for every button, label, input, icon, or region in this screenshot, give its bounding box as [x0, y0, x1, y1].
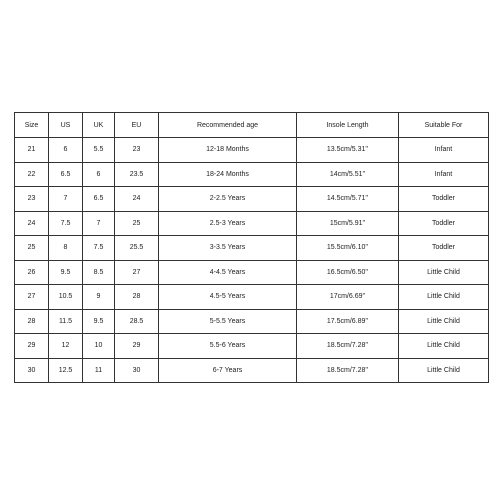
size-cell: 24 [15, 211, 49, 236]
us-cell: 7 [49, 187, 83, 212]
insole-length-cell: 18.5cm/7.28'' [297, 358, 399, 383]
header-us: US [49, 113, 83, 138]
us-cell: 9.5 [49, 260, 83, 285]
insole-length-cell: 15.5cm/6.10'' [297, 236, 399, 261]
suitable-for-cell: Little Child [399, 358, 489, 383]
suitable-for-cell: Little Child [399, 285, 489, 310]
us-cell: 10.5 [49, 285, 83, 310]
recommended-age-cell: 2.5-3 Years [159, 211, 297, 236]
eu-cell: 23 [115, 138, 159, 163]
table-body [15, 138, 489, 383]
us-cell: 8 [49, 236, 83, 261]
us-cell: 12 [49, 334, 83, 359]
recommended-age-cell: 6-7 Years [159, 358, 297, 383]
uk-cell: 6 [83, 162, 115, 187]
eu-cell: 30 [115, 358, 159, 383]
header-row [15, 113, 489, 138]
recommended-age-cell: 4.5-5 Years [159, 285, 297, 310]
eu-cell: 25 [115, 211, 159, 236]
table-row [15, 138, 489, 163]
header-recommended-age: Recommended age [159, 113, 297, 138]
table-row [15, 236, 489, 261]
table-row [15, 260, 489, 285]
eu-cell: 24 [115, 187, 159, 212]
uk-cell: 7.5 [83, 236, 115, 261]
insole-length-cell: 17cm/6.69'' [297, 285, 399, 310]
eu-cell: 23.5 [115, 162, 159, 187]
us-cell: 6 [49, 138, 83, 163]
us-cell: 11.5 [49, 309, 83, 334]
suitable-for-cell: Toddler [399, 187, 489, 212]
recommended-age-cell: 5-5.5 Years [159, 309, 297, 334]
header-eu: EU [115, 113, 159, 138]
uk-cell: 9 [83, 285, 115, 310]
suitable-for-cell: Toddler [399, 211, 489, 236]
recommended-age-cell: 18-24 Months [159, 162, 297, 187]
header-insole-length: Insole Length [297, 113, 399, 138]
insole-length-cell: 18.5cm/7.28'' [297, 334, 399, 359]
uk-cell: 9.5 [83, 309, 115, 334]
size-cell: 30 [15, 358, 49, 383]
size-cell: 22 [15, 162, 49, 187]
insole-length-cell: 14cm/5.51'' [297, 162, 399, 187]
uk-cell: 8.5 [83, 260, 115, 285]
recommended-age-cell: 4-4.5 Years [159, 260, 297, 285]
uk-cell: 11 [83, 358, 115, 383]
eu-cell: 27 [115, 260, 159, 285]
recommended-age-cell: 12-18 Months [159, 138, 297, 163]
table-row [15, 285, 489, 310]
uk-cell: 6.5 [83, 187, 115, 212]
eu-cell: 29 [115, 334, 159, 359]
insole-length-cell: 15cm/5.91'' [297, 211, 399, 236]
recommended-age-cell: 3-3.5 Years [159, 236, 297, 261]
table-row [15, 187, 489, 212]
table-row [15, 334, 489, 359]
suitable-for-cell: Infant [399, 138, 489, 163]
us-cell: 12.5 [49, 358, 83, 383]
size-cell: 21 [15, 138, 49, 163]
header-suitable-for: Suitable For [399, 113, 489, 138]
insole-length-cell: 16.5cm/6.50'' [297, 260, 399, 285]
eu-cell: 25.5 [115, 236, 159, 261]
table-row [15, 211, 489, 236]
table-row [15, 309, 489, 334]
insole-length-cell: 13.5cm/5.31'' [297, 138, 399, 163]
header-uk: UK [83, 113, 115, 138]
size-cell: 26 [15, 260, 49, 285]
suitable-for-cell: Infant [399, 162, 489, 187]
suitable-for-cell: Little Child [399, 334, 489, 359]
recommended-age-cell: 2-2.5 Years [159, 187, 297, 212]
uk-cell: 5.5 [83, 138, 115, 163]
size-cell: 29 [15, 334, 49, 359]
suitable-for-cell: Little Child [399, 309, 489, 334]
size-cell: 28 [15, 309, 49, 334]
size-cell: 25 [15, 236, 49, 261]
table-row [15, 358, 489, 383]
recommended-age-cell: 5.5-6 Years [159, 334, 297, 359]
uk-cell: 7 [83, 211, 115, 236]
table-row [15, 162, 489, 187]
size-cell: 23 [15, 187, 49, 212]
size-chart-table [14, 112, 489, 383]
size-cell: 27 [15, 285, 49, 310]
eu-cell: 28.5 [115, 309, 159, 334]
insole-length-cell: 17.5cm/6.89'' [297, 309, 399, 334]
us-cell: 7.5 [49, 211, 83, 236]
insole-length-cell: 14.5cm/5.71'' [297, 187, 399, 212]
uk-cell: 10 [83, 334, 115, 359]
header-size: Size [15, 113, 49, 138]
suitable-for-cell: Toddler [399, 236, 489, 261]
us-cell: 6.5 [49, 162, 83, 187]
suitable-for-cell: Little Child [399, 260, 489, 285]
eu-cell: 28 [115, 285, 159, 310]
